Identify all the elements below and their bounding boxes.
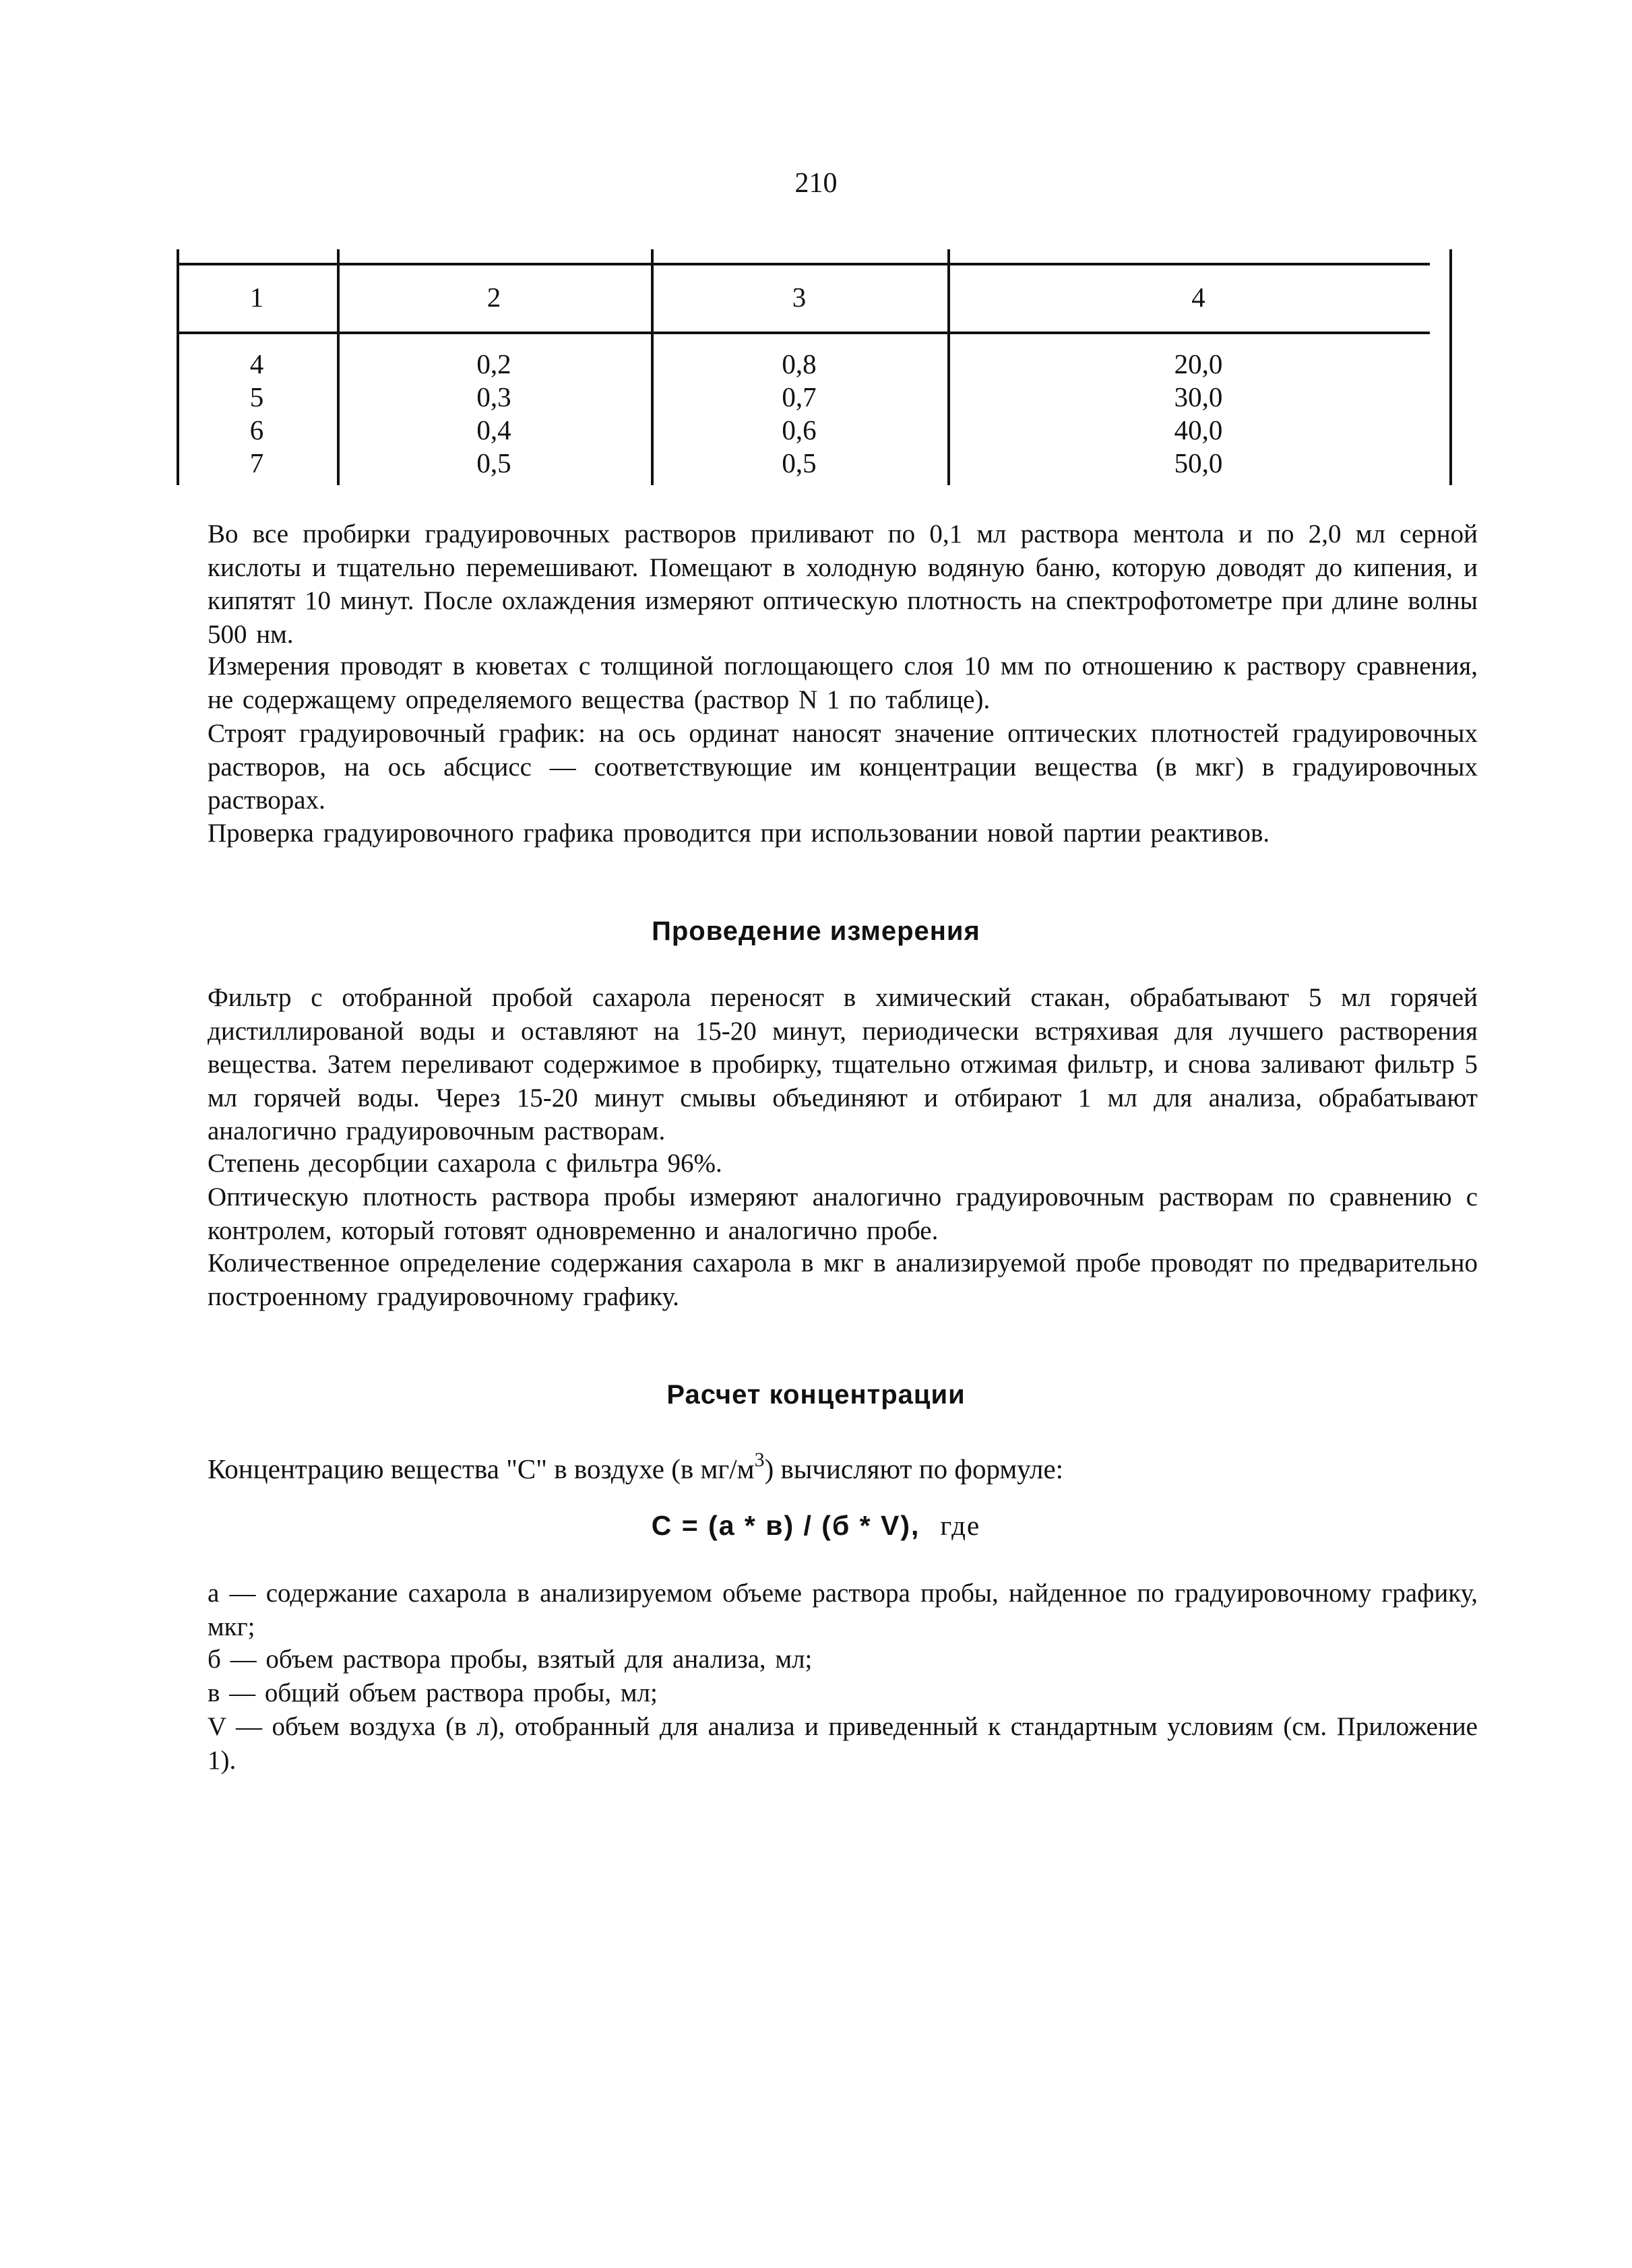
table-col-3 — [651, 348, 947, 480]
paragraph — [208, 981, 1478, 1148]
formula-intro-text-end: ) вычисляют по формуле: — [764, 1453, 1064, 1484]
paragraph-text: Степень десорбции сахарола с фильтра 96%. — [208, 1149, 722, 1178]
definition-text: V — объем воздуха (в л), отобранный для анализа и приведенный к стандартным условиям (см. Приложение 1). — [208, 1712, 1478, 1775]
table-top-rule — [177, 263, 1430, 265]
paragraph-text: Во все пробирки градуировочных растворов приливают по 0,1 мл раствора ментола и по 2,0 мл серной кислоты и тщательно перемешивают. Помещают в холодную водяную баню, которую доводят до кипения, и кипятят 10 минут. После охлаждения измеряют оптическую плотность на спектрофотометре при длине волны 500 нм. — [208, 519, 1478, 649]
paragraph — [208, 1247, 1478, 1313]
table-col-2 — [337, 348, 651, 480]
table-header-1: 1 — [249, 282, 264, 313]
paragraph-text: Проверка градуировочного графика проводится при использовании новой партии реактивов. — [208, 819, 1270, 848]
formula-where: где — [940, 1510, 981, 1541]
table-header-rule — [177, 332, 1430, 334]
table-cell: 50,0 — [1174, 447, 1223, 478]
paragraph — [208, 717, 1478, 817]
formula-intro-text: Концентрацию вещества "С" в воздухе (в мг/м — [208, 1453, 755, 1484]
calibration-table — [177, 249, 1452, 485]
table-header-4: 4 — [1191, 282, 1205, 313]
paragraph — [208, 817, 1478, 850]
section-heading-measurement: Проведение измерения — [652, 916, 980, 946]
formula — [0, 1509, 1632, 1542]
paragraph — [208, 517, 1478, 651]
page-number: 210 — [794, 168, 838, 199]
table-col-4 — [947, 348, 1449, 480]
section-heading-calc: Расчет концентрации — [666, 1380, 966, 1410]
table-cell: 0,8 — [782, 348, 817, 379]
table-cell: 30,0 — [1174, 381, 1223, 412]
table-cell: 40,0 — [1174, 414, 1223, 445]
definition-text: в — общий объем раствора пробы, мл; — [208, 1678, 658, 1707]
paragraph — [208, 1180, 1478, 1247]
table-right-border — [1449, 249, 1452, 485]
table-col-1 — [177, 348, 337, 480]
table-header-3: 3 — [792, 282, 807, 313]
table-cell: 0,4 — [476, 414, 511, 445]
table-cell: 4 — [249, 348, 264, 379]
table-cell: 20,0 — [1174, 348, 1223, 379]
table-cell: 7 — [249, 447, 264, 478]
definition-text: б — объем раствора пробы, взятый для анализа, мл; — [208, 1645, 813, 1674]
definition — [208, 1577, 1478, 1643]
table-cell: 5 — [249, 381, 264, 412]
table-cell: 6 — [249, 414, 264, 445]
formula-intro — [208, 1449, 1063, 1485]
table-cell: 0,2 — [476, 348, 511, 379]
table-cell: 0,7 — [782, 381, 817, 412]
formula-intro-superscript: 3 — [754, 1449, 765, 1471]
paragraph-text: Количественное определение содержания сахарола в мкг в анализируемой пробе проводят по предварительно построенному градуировочному графику. — [208, 1249, 1478, 1311]
formula-expression: С = (а * в) / (б * V), — [651, 1510, 920, 1541]
paragraph — [208, 650, 1478, 716]
paragraph-text: Оптическую плотность раствора пробы измеряют аналогично градуировочным растворам по сравнению с контролем, который готовят одновременно и аналогично пробе. — [208, 1183, 1478, 1245]
definition — [208, 1676, 1478, 1710]
paragraph-text: Измерения проводят в кюветах с толщиной поглощающего слоя 10 мм по отношению к раствору сравнения, не содержащему определяемого вещества (раствор N 1 по таблице). — [208, 652, 1478, 714]
table-cell: 0,3 — [476, 381, 511, 412]
paragraph-text: Фильтр с отобранной пробой сахарола переносят в химический стакан, обрабатывают 5 мл горячей дистиллированой воды и оставляют на 15-20 минут, периодически встряхивая для лучшего растворения вещества. Затем переливают содержимое в пробирку, тщательно отжимая фильтр, и снова заливают фильтр 5 мл горячей воды. Через 15-20 минут смывы объединяют и отбирают 1 мл для анализа, обрабатывают аналогично градуировочным растворам. — [208, 983, 1478, 1145]
paragraph — [208, 1147, 1478, 1180]
table-cell: 0,5 — [782, 447, 817, 478]
definition — [208, 1710, 1478, 1777]
definition — [208, 1643, 1478, 1676]
table-cell: 0,5 — [476, 447, 511, 478]
table-header-2: 2 — [487, 282, 501, 313]
paragraph-text: Строят градуировочный график: на ось ординат наносят значение оптических плотностей градуировочных растворов, на ось абсцисс — соответствующие им концентрации вещества (в мкг) в градуировочных растворах. — [208, 719, 1478, 815]
definition-text: а — содержание сахарола в анализируемом объеме раствора пробы, найденное по градуировочному графику, мкг; — [208, 1579, 1478, 1641]
table-cell: 0,6 — [782, 414, 817, 445]
